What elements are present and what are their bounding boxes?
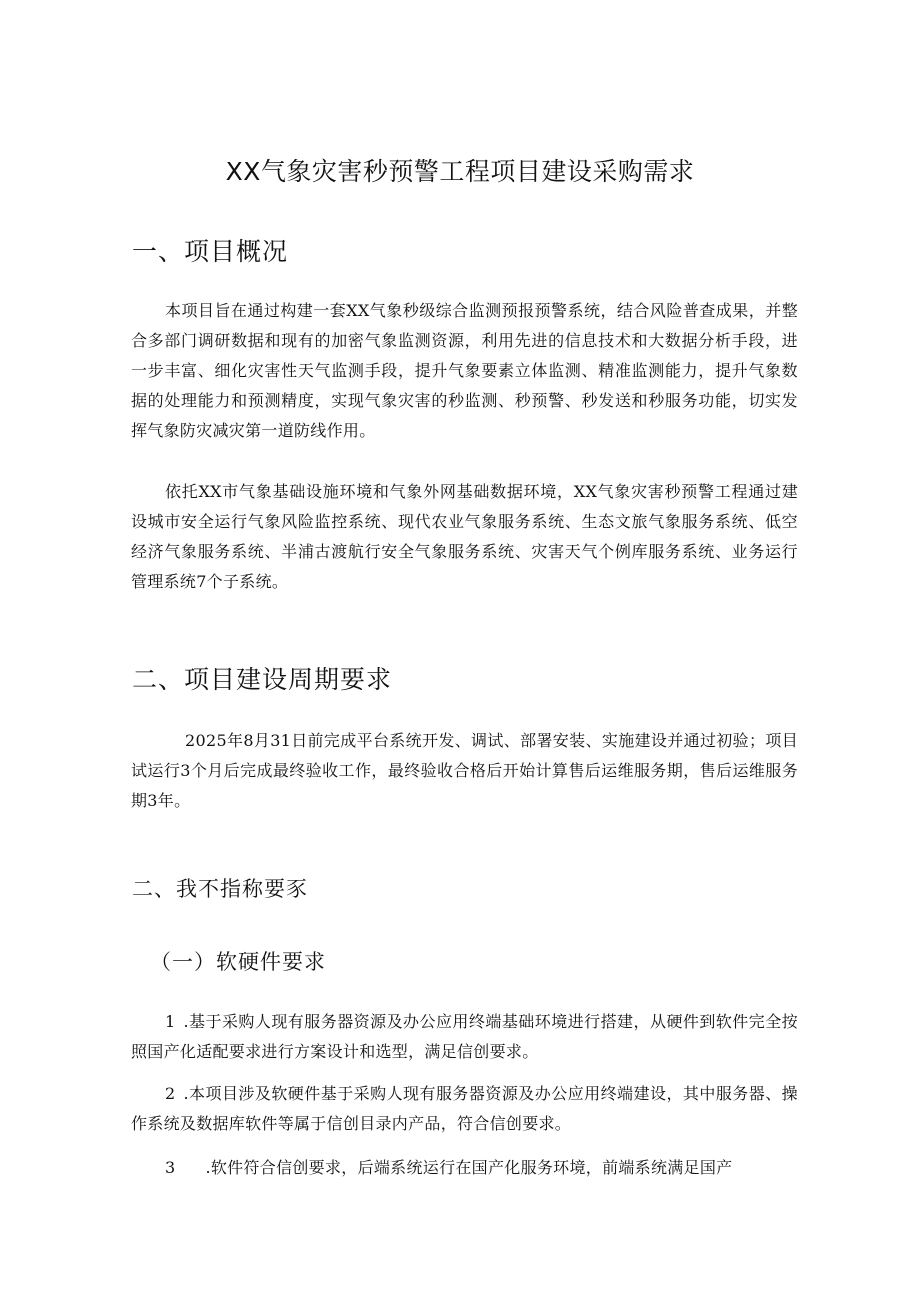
item-text: .软件符合信创要求，后端系统运行在国产化服务环境，前端系统满足国产 [205,1158,733,1177]
item-number: 3 [165,1158,176,1177]
item-text: .本项目涉及软硬件基于采购人现有服务器资源及办公应用终端建设，其中服务器、操作系统及数据库软件等属于信创目录内产品，符合信创要求。 [131,1084,798,1133]
overview-paragraph-1: 本项目旨在通过构建一套XX气象秒级综合监测预报预警系统，结合风险普查成果，并整合多部门调研数据和现有的加密气象监测资源，利用先进的信息技术和大数据分析手段，进一步丰富、细化灾害性天气监测手段，提升气象要素立体监测、精准监测能力，提升气象数据的处理能力和预测精度，实现气象灾害的秒监测、秒预警、秒发送和秒服务功能，切实发挥气象防灾减灾第一道防线作用。 [131,301,798,440]
overview-paragraph-2: 依托XX市气象基础设施环境和气象外网基础数据环境，XX气象灾害秒预警工程通过建设城市安全运行气象风险监控系统、现代农业气象服务系统、生态文旅气象服务系统、低空经济气象服务系统、半浦古渡航行安全气象服务系统、灾害天气个例库服务系统、业务运行管理系统7个子系统。 [131,482,798,591]
requirement-item-3 [131,1153,798,1183]
requirement-item-2 [131,1079,798,1139]
section-heading-overview: 一、项目概况 [132,237,289,266]
item-text: .基于采购人现有服务器资源及办公应用终端基础环境进行搭建，从硬件到软件完全按照国产化适配要求进行方案设计和选型，满足信创要求。 [131,1012,798,1061]
item-number: 2 [165,1084,176,1103]
section-heading-requirements: 二、我不指称要豕 [132,877,308,901]
document-title: XX气象灾害秒预警工程项目建设采购需求 [225,157,695,186]
subsection-heading-hardware-software: （一）软硬件要求 [150,950,326,974]
requirement-item-1 [131,1007,798,1067]
item-number: 1 [165,1012,176,1031]
schedule-paragraph: 2025年8月31日前完成平台系统开发、调试、部署安装、实施建设并通过初验；项目试运行3个月后完成最终验收工作，最终验收合格后开始计算售后运维服务期，售后运维服务期3年。 [131,731,798,810]
section-heading-schedule: 二、项目建设周期要求 [132,665,393,694]
